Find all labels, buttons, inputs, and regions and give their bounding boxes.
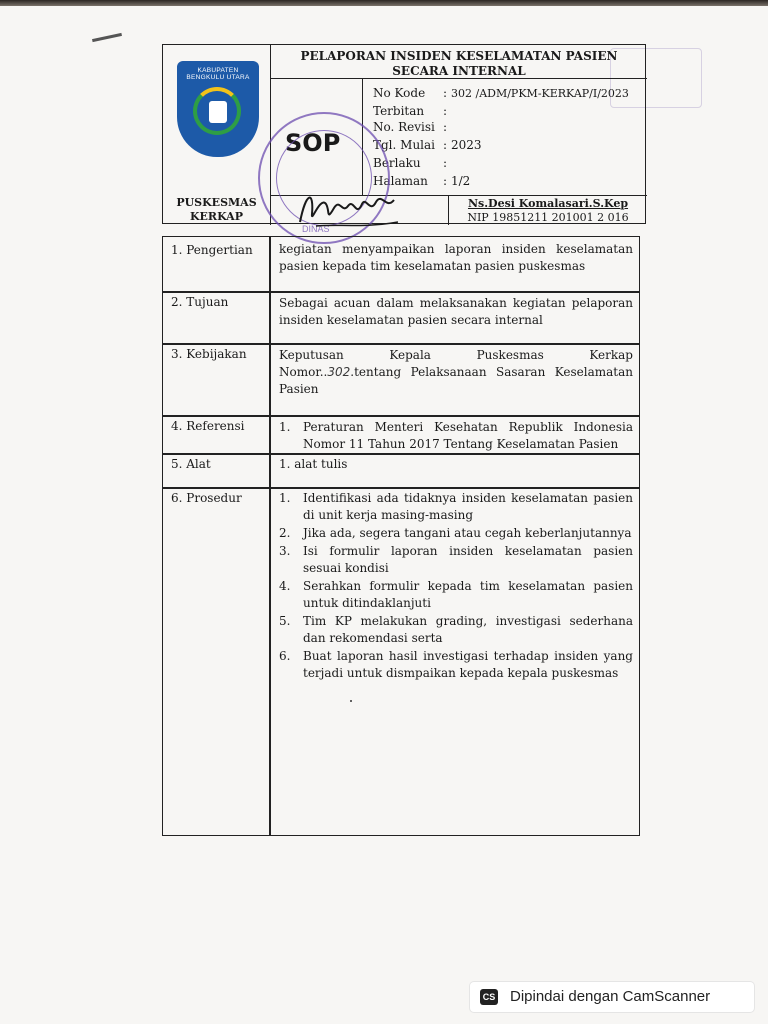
meta-label: No Kode	[373, 86, 426, 100]
logo-text-line2: BENGKULU UTARA	[186, 74, 250, 81]
procedure-item: 4. Serahkan formulir kepada tim keselamatan pasien untuk ditindaklanjuti	[279, 579, 633, 610]
logo-cell	[163, 45, 271, 195]
section-content-tujuan: Sebagai acuan dalam melaksanakan kegiatan pelaporan insiden keselamatan pasien secara internal	[279, 296, 633, 327]
section-label-prosedur: 6. Prosedur	[171, 491, 242, 505]
logo-text-line1: KABUPATEN	[197, 67, 239, 74]
procedure-item: 5. Tim KP melakukan grading, investigasi sederhana dan rekomendasi serta	[279, 614, 633, 645]
meta-colon: :	[442, 156, 448, 170]
meta-label: Tgl. Mulai	[373, 138, 435, 152]
meta-tgl-mulai	[373, 137, 482, 153]
kebijakan-suffix: .tentang Pelaksanaan Sasaran Keselamatan Pasien	[279, 365, 633, 396]
regency-logo	[177, 61, 259, 157]
section-label-tujuan: 2. Tujuan	[171, 295, 229, 309]
meta-terbitan	[373, 103, 451, 119]
section-label-kebijakan: 3. Kebijakan	[171, 347, 247, 361]
section-content-pengertian: kegiatan menyampaikan laporan insiden keselamatan pasien kepada tim keselamatan pasien puskesmas	[279, 242, 633, 273]
procedure-list	[279, 490, 633, 682]
pen-mark	[92, 33, 122, 42]
referensi-number: 1.	[279, 420, 291, 434]
handwritten-signature	[296, 184, 406, 234]
brand-line2: KERKAP	[189, 210, 243, 223]
signer-name: Ns.Desi Komalasari.S.Kep	[467, 197, 629, 210]
stamp-text: DINAS	[302, 224, 330, 234]
section-content-referensi	[279, 419, 633, 454]
document-title	[271, 45, 647, 79]
title-line2: SECARA INTERNAL	[392, 64, 526, 78]
section-content-prosedur	[279, 490, 633, 683]
brand-line1: PUSKESMAS	[176, 196, 257, 209]
meta-value: 2023	[451, 138, 482, 152]
meta-colon: :	[442, 120, 448, 134]
logo-emblem-icon	[209, 101, 227, 123]
title-line1: PELAPORAN INSIDEN KESELAMATAN PASIEN	[300, 49, 618, 63]
row-divider	[163, 453, 639, 455]
procedure-text: Tim KP melakukan grading, investigasi sederhana dan rekomendasi serta	[303, 614, 633, 645]
meta-colon: :	[442, 86, 448, 100]
meta-value: 302 /ADM/PKM-KERKAP/I/2023	[451, 87, 629, 100]
sop-body-table	[162, 236, 640, 836]
puskesmas-name	[163, 195, 271, 225]
procedure-item: 3. Isi formulir laporan insiden keselamatan pasien sesuai kondisi	[279, 544, 633, 575]
section-label-pengertian: 1. Pengertian	[171, 243, 253, 257]
procedure-item: 6. Buat laporan hasil investigasi terhadap insiden yang terjadi untuk dismpaikan kepada kepala puskesmas	[279, 649, 633, 680]
meta-label: No. Revisi	[373, 120, 435, 134]
meta-value: 1/2	[451, 174, 471, 188]
meta-no-kode	[373, 85, 629, 101]
signer-nip: NIP 19851211 201001 2 016	[467, 211, 629, 224]
meta-colon: :	[442, 104, 448, 118]
camscanner-text: Dipindai dengan CamScanner	[510, 988, 711, 1005]
procedure-item: 1. Identifikasi ada tidaknya insiden keselamatan pasien di unit kerja masing-masing	[279, 491, 633, 522]
procedure-text: Buat laporan hasil investigasi terhadap insiden yang terjadi untuk dismpaikan kepada kepala puskesmas	[303, 649, 633, 680]
meta-no-revisi	[373, 119, 451, 135]
row-divider	[163, 487, 639, 489]
top-edge-shadow	[0, 0, 768, 6]
meta-label: Berlaku	[373, 156, 421, 170]
procedure-text: Serahkan formulir kepada tim keselamatan pasien untuk ditindaklanjuti	[303, 579, 633, 610]
procedure-text: Jika ada, segera tangani atau cegah keberlanjutannya	[303, 526, 632, 540]
section-content-kebijakan	[279, 347, 633, 398]
meta-colon: :	[442, 138, 448, 152]
section-label-referensi: 4. Referensi	[171, 419, 245, 433]
meta-colon: :	[442, 174, 448, 188]
procedure-text: Isi formulir laporan insiden keselamatan pasien sesuai kondisi	[303, 544, 633, 575]
row-divider	[163, 291, 639, 293]
row-divider	[163, 415, 639, 417]
referensi-text: Peraturan Menteri Kesehatan Republik Indonesia Nomor 11 Tahun 2017 Tentang Keselamatan Pasien	[303, 420, 633, 451]
sop-label: SOP	[285, 129, 341, 157]
section-content-alat: 1. alat tulis	[279, 457, 348, 471]
ink-dot	[350, 700, 352, 702]
procedure-item: 2. Jika ada, segera tangani atau cegah keberlanjutannya	[279, 526, 632, 540]
procedure-text: Identifikasi ada tidaknya insiden keselamatan pasien di unit kerja masing-masing	[303, 491, 633, 522]
signer-block	[449, 195, 647, 225]
kebijakan-handwritten-number: 302	[327, 365, 351, 379]
kebijakan-prefix: Keputusan Kepala Puskesmas Kerkap Nomor..	[279, 348, 633, 379]
column-divider	[269, 237, 271, 835]
section-label-alat: 5. Alat	[171, 457, 211, 471]
row-divider	[163, 343, 639, 345]
camscanner-watermark	[470, 982, 754, 1012]
referensi-item	[279, 419, 633, 453]
document-metadata	[363, 79, 647, 195]
camscanner-logo-icon: CS	[480, 989, 498, 1005]
meta-label: Halaman	[373, 174, 428, 188]
meta-label: Terbitan	[373, 104, 425, 118]
